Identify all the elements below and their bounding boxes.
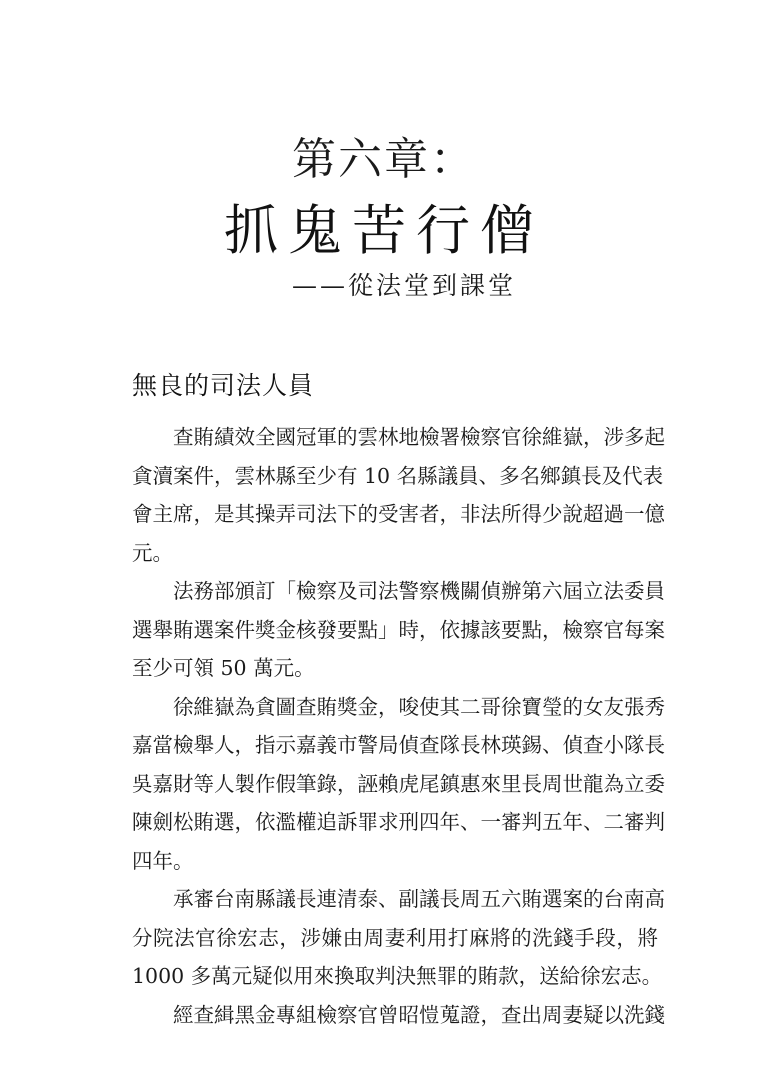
text-line: 經查緝黑金專組檢察官曾昭愷蒐證，查出周妻疑以洗錢 bbox=[132, 1002, 665, 1027]
text-line: 至少可領 50 萬元。 bbox=[132, 656, 315, 680]
text-line: 查賄績效全國冠軍的雲林地檢署檢察官徐維嶽，涉多起 bbox=[132, 425, 665, 449]
text-line: 貪瀆案件，雲林縣至少有 10 名縣議員、多名鄉鎮長及代表 bbox=[132, 463, 664, 488]
paragraph bbox=[132, 572, 665, 688]
text-line: 四年。 bbox=[132, 848, 194, 873]
chapter-title: 抓鬼苦行僧 bbox=[224, 199, 544, 262]
text-line: 元。 bbox=[132, 540, 173, 565]
section-heading: 無良的司法人員 bbox=[132, 371, 315, 400]
body-text bbox=[132, 418, 665, 1034]
text-line: 會主席，是其操弄司法下的受害者，非法所得少說超過一億 bbox=[132, 502, 665, 526]
text-line: 嘉當檢舉人，指示嘉義市警局偵查隊長林瑛錫、偵查小隊長 bbox=[132, 733, 665, 757]
paragraph bbox=[132, 688, 665, 881]
text-line: 承審台南縣議長連清泰、副議長周五六賄選案的台南高 bbox=[132, 887, 665, 911]
text-line: 法務部頒訂「檢察及司法警察機關偵辦第六屆立法委員 bbox=[132, 579, 665, 603]
text-line: 分院法官徐宏志，涉嫌由周妻利用打麻將的洗錢手段，將 bbox=[132, 925, 658, 950]
text-line: 1000 多萬元疑似用來換取判決無罪的賄款，送給徐宏志。 bbox=[132, 964, 663, 988]
text-line: 陳劍松賄選，依濫權追訴罪求刑四年、一審判五年、二審判 bbox=[132, 810, 665, 834]
chapter-subtitle: ——從法堂到課堂 bbox=[291, 271, 516, 300]
text-line: 吳嘉財等人製作假筆錄，誣賴虎尾鎮惠來里長周世龍為立委 bbox=[132, 771, 665, 796]
paragraph bbox=[132, 880, 665, 996]
text-line: 徐維嶽為貪圖查賄獎金，唆使其二哥徐寶瑩的女友張秀 bbox=[132, 694, 665, 719]
chapter-number: 第六章： bbox=[292, 134, 476, 185]
text-line: 選舉賄選案件獎金核發要點」時，依據該要點，檢察官每案 bbox=[132, 617, 665, 642]
paragraph bbox=[132, 996, 665, 1035]
paragraph bbox=[132, 418, 665, 572]
